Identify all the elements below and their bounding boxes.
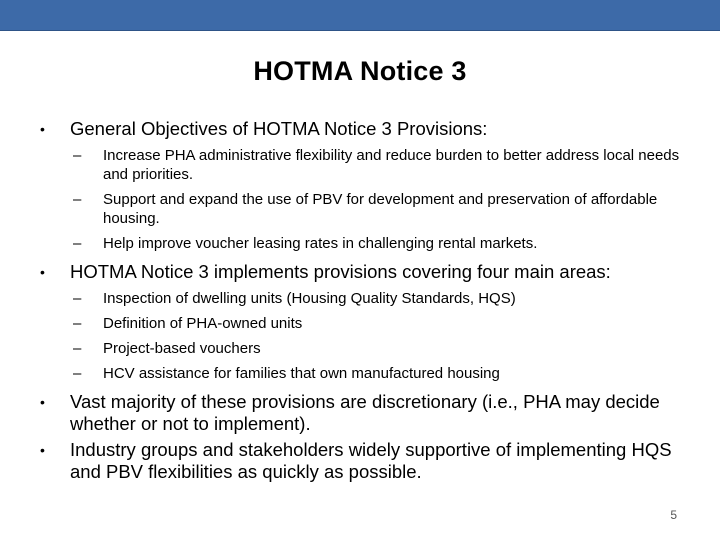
bullet-icon: • bbox=[40, 264, 45, 280]
bullet-text: Industry groups and stakeholders widely supportive of implementing HQS and PBV flexibilities as quickly as possible. bbox=[70, 439, 672, 482]
bullet-icon: • bbox=[40, 121, 45, 137]
dash-icon: – bbox=[73, 315, 82, 332]
dash-icon: – bbox=[73, 235, 82, 252]
sub-item bbox=[40, 146, 700, 184]
sub-item bbox=[40, 314, 700, 333]
sub-item-text: Help improve voucher leasing rates in challenging rental markets. bbox=[103, 235, 538, 252]
dash-icon: – bbox=[73, 290, 82, 307]
bullet-text: HOTMA Notice 3 implements provisions covering four main areas: bbox=[70, 261, 611, 282]
dash-icon: – bbox=[73, 147, 82, 164]
sub-item bbox=[40, 289, 700, 308]
sub-item-text: Support and expand the use of PBV for development and preservation of affordable housing. bbox=[103, 191, 658, 227]
bullet-industry bbox=[40, 439, 700, 483]
bullet-text: General Objectives of HOTMA Notice 3 Provisions: bbox=[70, 118, 488, 139]
bullet-discretionary bbox=[40, 391, 700, 435]
dash-icon: – bbox=[73, 191, 82, 208]
bullet-objectives bbox=[40, 118, 700, 140]
bullet-text: Vast majority of these provisions are discretionary (i.e., PHA may decide whether or not to implement). bbox=[70, 391, 660, 434]
sub-item-text: Project-based vouchers bbox=[103, 340, 261, 357]
slide-title: HOTMA Notice 3 bbox=[253, 56, 467, 86]
sub-item bbox=[40, 190, 700, 228]
sub-list-provisions bbox=[40, 289, 700, 383]
dash-icon: – bbox=[73, 365, 82, 382]
sub-item bbox=[40, 364, 700, 383]
sub-item bbox=[40, 234, 700, 253]
sub-item bbox=[40, 339, 700, 358]
sub-item-text: Inspection of dwelling units (Housing Quality Standards, HQS) bbox=[103, 290, 516, 307]
sub-item-text: Definition of PHA-owned units bbox=[103, 315, 303, 332]
bullet-provisions bbox=[40, 261, 700, 283]
dash-icon: – bbox=[73, 340, 82, 357]
header-bar bbox=[0, 0, 720, 31]
bullet-icon: • bbox=[40, 442, 45, 458]
sub-item-text: HCV assistance for families that own manufactured housing bbox=[103, 365, 500, 382]
sub-list-objectives bbox=[40, 146, 700, 253]
bullet-icon: • bbox=[40, 394, 45, 410]
page-number: 5 bbox=[670, 508, 677, 522]
sub-item-text: Increase PHA administrative flexibility and reduce burden to better address local needs and priorities. bbox=[103, 147, 680, 183]
slide-content bbox=[40, 118, 700, 487]
